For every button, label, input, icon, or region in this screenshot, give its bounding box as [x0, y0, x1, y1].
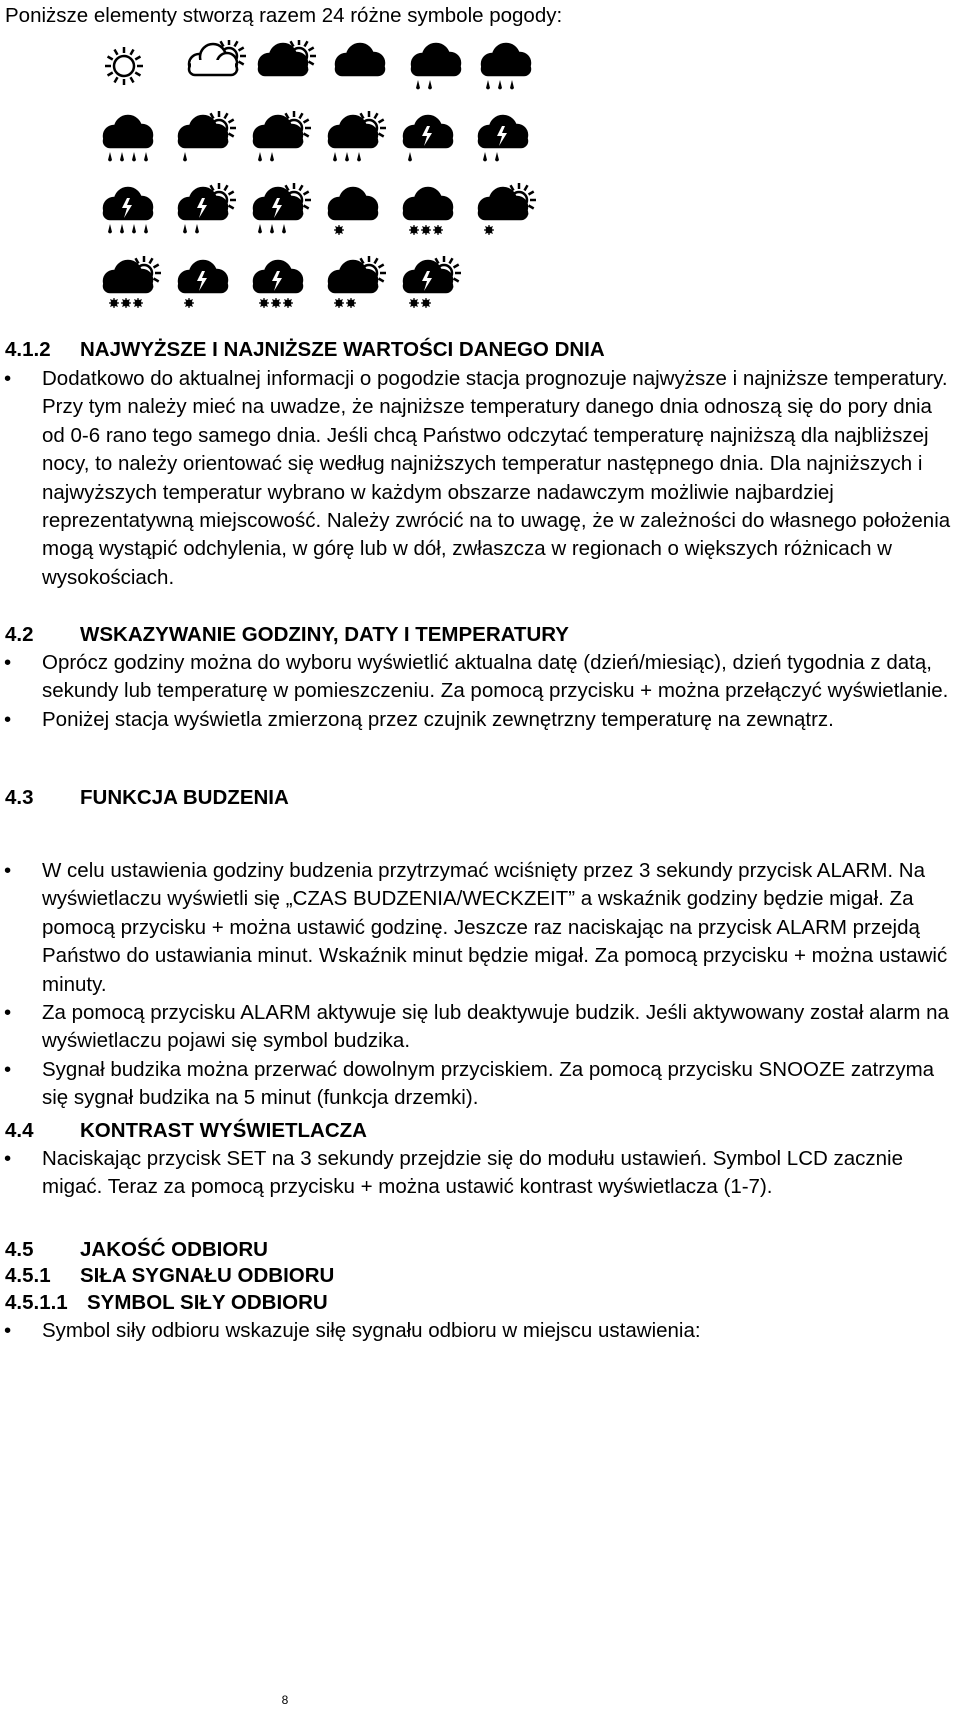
rain-icon	[183, 224, 199, 234]
list-item-text: Naciskając przycisk SET na 3 sekundy przejdzie się do modułu ustawień. Symbol LCD zacznie migać. Teraz za pomocą przycisku + można ustawić kontrast wyświetlacza (1-7).	[42, 1147, 904, 1199]
cloud-icon	[329, 188, 377, 219]
list-item	[0, 365, 955, 592]
bullet-icon: •	[4, 1057, 12, 1081]
section-title: FUNKCJA BUDZENIA	[80, 786, 289, 809]
heading-4-5-1	[5, 1262, 334, 1289]
weather-symbol-cloud-snow	[329, 188, 377, 235]
list-item-text: Poniżej stacja wyświetla zmierzoną przez czujnik zewnętrzny temperaturę na zewnątrz.	[42, 707, 834, 731]
bullets-4-1-2	[0, 365, 955, 592]
section-title: KONTRAST WYŚWIETLACZA	[80, 1119, 367, 1142]
cloud-icon	[412, 44, 460, 75]
snow-icon	[334, 225, 344, 235]
list-item-text: Oprócz godziny można do wyboru wyświetlić aktualna datę (dzień/miesiąc), dzień tygodnia z datą, sekundy lub temperaturę w pomieszczeniu. Za pomocą przycisku + można przełączyć wyświetlanie.	[42, 651, 949, 703]
section-title: JAKOŚĆ ODBIORU	[80, 1238, 268, 1261]
rain-icon	[108, 224, 148, 234]
weather-symbol-sun-cloud-snow	[479, 183, 536, 235]
cloud-icon	[179, 261, 227, 292]
snow-icon	[334, 298, 356, 308]
section-number: 4.4	[5, 1119, 34, 1142]
weather-symbol-sun-cloud-snow-2	[104, 256, 161, 308]
bullet-icon: •	[4, 1147, 12, 1170]
section-number: 4.5.1	[5, 1264, 51, 1287]
rain-icon	[416, 80, 432, 90]
heading-4-5	[5, 1236, 268, 1263]
weather-symbol-sun-cloud-rain	[179, 111, 236, 162]
weather-symbol-cloud-lightning	[404, 116, 452, 162]
snow-icon	[259, 298, 293, 308]
intro-text: Poniższe elementy stworzą razem 24 różne symbole pogody:	[5, 4, 563, 27]
weather-symbol-cloud-rain	[482, 44, 530, 90]
snow-icon	[109, 298, 143, 308]
list-item	[0, 1056, 955, 1113]
weather-symbol-cloud	[336, 44, 384, 75]
weather-symbol-sun-cloud-lightning-snow	[404, 256, 461, 308]
weather-symbol-cloud-lightning-snow-2	[254, 261, 302, 308]
weather-symbol-cloud-light-rain	[412, 44, 460, 90]
heading-4-5-1-1	[5, 1289, 328, 1316]
sun-icon	[105, 47, 143, 85]
weather-symbol-cloud-heavy-rain	[104, 116, 152, 162]
weather-symbol-sun	[105, 47, 143, 85]
snow-icon	[409, 225, 443, 235]
section-number: 4.3	[5, 786, 34, 809]
rain-icon	[333, 152, 361, 162]
list-item	[0, 1317, 955, 1345]
section-number: 4.5	[5, 1238, 34, 1261]
snow-icon	[409, 298, 431, 308]
weather-symbol-sun-cloud-lightning	[179, 183, 236, 234]
list-item	[0, 999, 955, 1056]
weather-symbol-cloud-lightning-heavy-rain	[104, 188, 152, 234]
snow-icon	[484, 225, 494, 235]
list-item-text: Dodatkowo do aktualnej informacji o pogodzie stacja prognozuje najwyższe i najniższe temperatury. Przy tym należy mieć na uwadze, że najniższe temperatury danego dnia odnoszą się do pory dnia od 0-6 rano tego samego dnia. Jeśli chcą Państwo odczytać temperaturę najniższą dla najbliższej nocy, to należy orientować się według najniższych temperatur następnego dnia. Dla najniższych i najwyższych temperatur wybrano w każdym obszarze nadawczym możliwie najbardziej reprezentatywną miejscowość. Należy zwrócić na to uwagę, że w zależności do własnego położenia mogą wystąpić odchylenia, w górę lub w dół, zwłaszcza w regionach o większych różnicach w wysokościach.	[42, 367, 951, 589]
list-item	[0, 857, 955, 999]
section-title: WSKAZYWANIE GODZINY, DATY I TEMPERATURY	[80, 623, 569, 646]
heading-4-2	[5, 621, 569, 648]
weather-symbol-cloud-lightning-snow	[179, 261, 227, 308]
list-item-text: Symbol siły odbioru wskazuje siłę sygnału odbioru w miejscu ustawienia:	[42, 1319, 701, 1342]
bullet-icon: •	[4, 859, 12, 882]
weather-symbol-sun-cloud-snow-3	[329, 256, 386, 308]
bullet-icon: •	[4, 1319, 12, 1342]
bullets-4-5-1-1	[0, 1317, 955, 1345]
cloud-icon	[104, 116, 152, 147]
list-item-text: W celu ustawienia godziny budzenia przytrzymać wciśnięty przez 3 sekundy przycisk ALARM. Na wyświetlaczu wyświetli się „CZAS BUDZENIA/WECKZEIT” a wskaźnik godziny będzie migał. Za pomocą przycisku + można ustawić godzinę. Jeszcze raz naciskając na przycisk ALARM przejdą Państwo do ustawiania minut. Wskaźnik minut będzie migał. Za pomocą przycisku + można ustawić minuty.	[42, 859, 948, 996]
cloud-icon	[404, 188, 452, 219]
bullet-icon: •	[4, 367, 12, 390]
section-title: NAJWYŻSZE I NAJNIŻSZE WARTOŚCI DANEGO DNIA	[80, 338, 605, 361]
weather-symbols-grid	[70, 40, 540, 340]
section-title: SYMBOL SIŁY ODBIORU	[87, 1291, 328, 1314]
bullets-4-3	[0, 857, 955, 1113]
rain-icon	[183, 152, 187, 162]
rain-icon	[108, 152, 148, 162]
bullet-icon: •	[4, 1001, 12, 1025]
list-item-text: Za pomocą przycisku ALARM aktywuje się lub deaktywuje budzik. Jeśli aktywowany został alarm na wyświetlaczu pojawi się symbol budzika.	[42, 1001, 949, 1053]
section-number: 4.1.2	[5, 338, 51, 361]
heading-4-1-2	[5, 336, 605, 363]
section-number: 4.5.1.1	[5, 1291, 68, 1314]
rain-icon	[258, 152, 274, 162]
list-item	[0, 706, 955, 734]
cloud-icon	[482, 44, 530, 75]
page-number: 8	[281, 1693, 289, 1707]
cloud-icon	[404, 116, 452, 147]
rain-icon	[483, 152, 499, 162]
bullets-4-2	[0, 649, 955, 734]
cloud-icon	[254, 261, 302, 292]
bullets-4-4	[0, 1145, 955, 1202]
weather-symbol-sun-cloud-outline	[189, 40, 246, 75]
weather-symbol-sun-cloud-rain-3	[329, 111, 386, 162]
cloud-icon	[336, 44, 384, 75]
weather-symbol-cloud-lightning-rain	[479, 116, 527, 162]
rain-icon	[486, 80, 514, 90]
section-title: SIŁA SYGNAŁU ODBIORU	[80, 1264, 335, 1287]
bullet-icon: •	[4, 707, 12, 731]
weather-symbol-sun-cloud-lightning-2	[254, 183, 311, 234]
weather-symbol-cloud-snow-2	[404, 188, 452, 235]
heading-4-3	[5, 784, 289, 811]
heading-4-4	[5, 1117, 367, 1144]
snow-icon	[184, 298, 194, 308]
weather-symbol-sun-cloud-rain-2	[254, 111, 311, 162]
rain-icon	[408, 152, 412, 162]
rain-icon	[258, 224, 286, 234]
bullet-icon: •	[4, 651, 12, 674]
list-item	[0, 649, 955, 706]
list-item-text: Sygnał budzika można przerwać dowolnym przyciskiem. Za pomocą przycisku SNOOZE zatrzyma się sygnał budzika na 5 minut (funkcja drzemki).	[42, 1057, 935, 1110]
list-item	[0, 1145, 955, 1202]
cloud-icon	[479, 116, 527, 147]
cloud-icon	[104, 188, 152, 219]
section-number: 4.2	[5, 623, 34, 646]
weather-symbol-sun-cloud	[259, 40, 316, 75]
